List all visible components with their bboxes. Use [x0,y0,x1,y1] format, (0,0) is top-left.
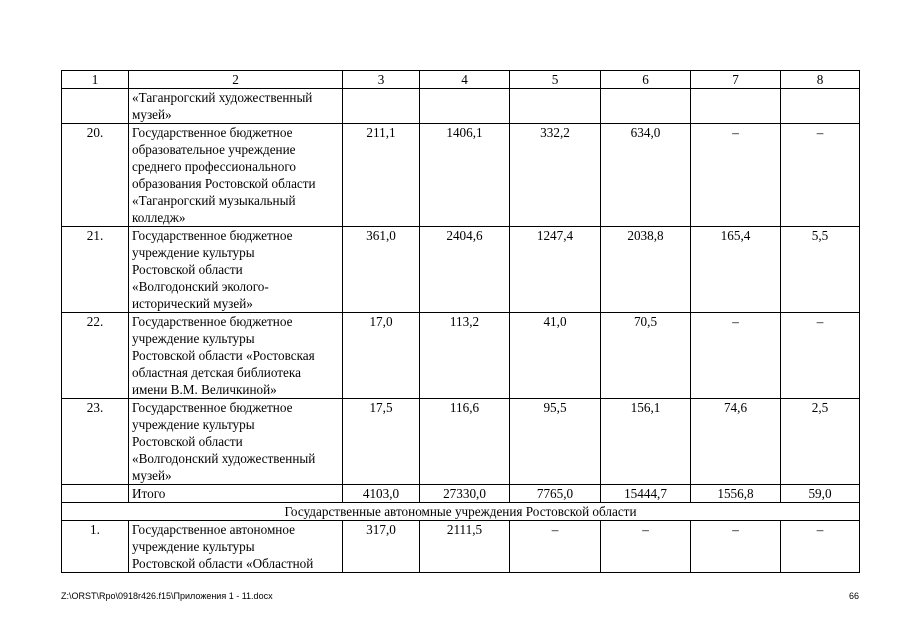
institution-name-cell [129,485,343,503]
value-cell: 17,0 [343,313,420,399]
value-cell [343,89,420,124]
institution-name-line: образования Ростовской области [132,176,316,191]
institution-name-line: «Волгодонский художественный [132,451,316,466]
institution-name-line: Ростовской области [132,434,243,449]
value-cell: 361,0 [343,227,420,313]
value-cell: 332,2 [510,124,601,227]
table-header-row [62,71,860,89]
value-cell: 74,6 [691,399,781,485]
value-cell: 1406,1 [420,124,510,227]
section-row [62,503,860,521]
value-cell: 70,5 [601,313,691,399]
institution-name-line: «Волгодонский эколого- [132,279,269,294]
value-cell: – [601,521,691,573]
institution-name-line: Итого [132,486,166,501]
value-cell: – [691,521,781,573]
institution-name-line: Ростовской области «Ростовская [132,348,315,363]
value-cell: 1556,8 [691,485,781,503]
value-cell: 156,1 [601,399,691,485]
table-row [62,227,860,313]
row-number-cell: 20. [62,124,129,227]
value-cell: 59,0 [781,485,860,503]
row-number-cell: 23. [62,399,129,485]
institution-name-line: образовательное учреждение [132,142,296,157]
value-cell: 116,6 [420,399,510,485]
header-cell: 8 [781,71,860,89]
table-row [62,521,860,573]
value-cell: 4103,0 [343,485,420,503]
value-cell: 5,5 [781,227,860,313]
value-cell: – [781,313,860,399]
institution-name-cell [129,399,343,485]
row-number-cell: 22. [62,313,129,399]
institution-name-cell [129,89,343,124]
value-cell: 41,0 [510,313,601,399]
table-row [62,124,860,227]
institution-name-line: Государственное бюджетное [132,125,293,140]
header-cell: 3 [343,71,420,89]
institution-name-line: Государственное бюджетное [132,228,293,243]
institution-name-line: Государственное автономное [132,522,295,537]
table-row [62,399,860,485]
value-cell: 113,2 [420,313,510,399]
institution-name-line: «Таганрогский музыкальный [132,193,296,208]
header-cell: 5 [510,71,601,89]
value-cell [601,89,691,124]
institution-name-line: областная детская библиотека [132,365,301,380]
value-cell: 15444,7 [601,485,691,503]
value-cell: – [510,521,601,573]
header-cell: 7 [691,71,781,89]
institution-name-line: музей» [132,468,172,483]
institution-name-cell [129,124,343,227]
value-cell: 2038,8 [601,227,691,313]
value-cell: 27330,0 [420,485,510,503]
value-cell: 2111,5 [420,521,510,573]
institution-name-line: музей» [132,107,172,122]
institution-name-line: исторический музей» [132,296,253,311]
section-title: Государственные автономные учреждения Ростовской области [62,503,860,521]
header-cell: 2 [129,71,343,89]
value-cell [691,89,781,124]
institution-name-line: имени В.М. Величкиной» [132,382,277,397]
institution-name-line: Государственное бюджетное [132,314,293,329]
institution-name-line: учреждение культуры [132,331,255,346]
value-cell: – [781,124,860,227]
institution-name-cell [129,521,343,573]
institution-name-line: учреждение культуры [132,245,255,260]
value-cell: 1247,4 [510,227,601,313]
row-number-cell: 1. [62,521,129,573]
institution-name-cell [129,227,343,313]
table-row [62,89,860,124]
row-number-cell [62,485,129,503]
value-cell: 317,0 [343,521,420,573]
table-row [62,313,860,399]
footer-page-number: 66 [848,591,859,601]
value-cell: 17,5 [343,399,420,485]
value-cell: 2404,6 [420,227,510,313]
institution-name-line: «Таганрогский художественный [132,90,313,105]
value-cell [781,89,860,124]
table-row [62,485,860,503]
value-cell: 634,0 [601,124,691,227]
institution-name-line: Ростовской области «Областной [132,556,314,571]
header-cell: 1 [62,71,129,89]
value-cell: – [691,124,781,227]
value-cell: 2,5 [781,399,860,485]
value-cell [510,89,601,124]
institution-name-cell [129,313,343,399]
institution-name-line: учреждение культуры [132,417,255,432]
row-number-cell: 21. [62,227,129,313]
table-body [62,71,860,573]
value-cell: 211,1 [343,124,420,227]
institution-name-line: Ростовской области [132,262,243,277]
header-cell: 6 [601,71,691,89]
value-cell: – [781,521,860,573]
institution-name-line: Государственное бюджетное [132,400,293,415]
row-number-cell [62,89,129,124]
institution-name-line: учреждение культуры [132,539,255,554]
value-cell: 7765,0 [510,485,601,503]
value-cell: 95,5 [510,399,601,485]
footer-file-path: Z:\ORST\Rpo\0918r426.f15\Приложения 1 - 11.docx [61,591,273,601]
value-cell: 165,4 [691,227,781,313]
institution-name-line: колледж» [132,210,186,225]
value-cell: – [691,313,781,399]
institution-name-line: среднего профессионального [132,159,296,174]
value-cell [420,89,510,124]
data-table [61,70,860,573]
header-cell: 4 [420,71,510,89]
